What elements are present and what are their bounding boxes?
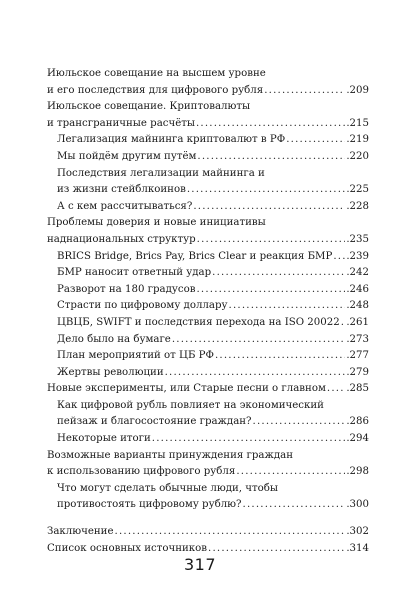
- dot-leader: [236, 464, 345, 481]
- toc-entry-last-line: [57, 431, 369, 448]
- toc-entry-last-line: [57, 315, 369, 332]
- toc-entry-title-line: из жизни стейблкоинов: [57, 184, 186, 196]
- dot-leader: [152, 431, 346, 448]
- toc-entry-title-line: Легализация майнинга криптовалют в РФ: [57, 134, 286, 146]
- toc-entry-title-line: Дело было на бумаге: [57, 333, 171, 345]
- page-number: 317: [183, 555, 217, 574]
- toc-page-number: .248: [346, 300, 369, 312]
- toc-page-number: .277: [346, 350, 369, 362]
- toc-page-number: .261: [346, 316, 369, 328]
- toc-page-number: .246: [346, 283, 369, 295]
- dot-leader: [172, 332, 345, 349]
- toc-entry-last-line: [57, 132, 369, 149]
- toc-entry[interactable]: [47, 149, 369, 166]
- dot-leader: [215, 348, 345, 365]
- toc-entry-title-line: Июльское совещание. Криптовалюты: [47, 101, 251, 113]
- toc-entry[interactable]: [47, 381, 369, 398]
- toc-page-number: .286: [346, 416, 369, 428]
- toc-entry-last-line: [57, 298, 369, 315]
- toc-entry-title-line: А с кем рассчитываться?: [57, 200, 193, 212]
- toc-page-number: .239: [346, 250, 369, 262]
- dot-leader: [212, 265, 345, 282]
- toc-entry-title-line: Возможные варианты принуждения граждан: [47, 449, 293, 461]
- dot-leader: [196, 282, 345, 299]
- dot-leader: [197, 232, 346, 249]
- toc-entry-title-line: Последствия легализации майнинга и: [57, 167, 265, 179]
- toc-entry-title-line: Заключение: [47, 526, 114, 538]
- toc-entry-title-line: Июльское совещание на высшем уровне: [47, 68, 266, 79]
- toc-entry[interactable]: [47, 524, 369, 541]
- toc-entry-last-line: [47, 381, 369, 398]
- toc-entry[interactable]: [47, 431, 369, 448]
- toc-entry[interactable]: [47, 332, 369, 349]
- toc-entry[interactable]: [47, 215, 369, 248]
- toc-entry-title-line: БМР наносит ответный удар: [57, 267, 212, 279]
- toc-entry[interactable]: [47, 166, 369, 199]
- dot-leader: [243, 497, 346, 514]
- toc-page-number: .294: [346, 433, 369, 445]
- toc-page-number: .219: [346, 134, 369, 146]
- toc-entry-last-line: [47, 464, 369, 481]
- toc-entry[interactable]: [47, 282, 369, 299]
- toc-entry[interactable]: [47, 348, 369, 365]
- dot-leader: [196, 116, 345, 133]
- toc-entry-title-line: наднациональных структур: [47, 233, 196, 245]
- toc-entry-title-line: Что могут сделать обычные люди, чтобы: [57, 482, 279, 494]
- toc-entry-last-line: [47, 83, 369, 100]
- dot-leader: [193, 199, 345, 216]
- toc-page-number: .215: [346, 117, 369, 129]
- toc-entry-title-line: Проблемы доверия и новые инициативы: [47, 217, 266, 229]
- toc-entry-title-line: Разворот на 180 градусов: [57, 283, 196, 295]
- toc-entry-last-line: [57, 265, 369, 282]
- toc-entry[interactable]: [47, 265, 369, 282]
- dot-leader: [333, 249, 345, 266]
- toc-entry-title-line: План мероприятий от ЦБ РФ: [57, 350, 214, 362]
- toc-entry-last-line: [57, 182, 369, 199]
- toc-entry-last-line: [57, 332, 369, 349]
- toc-entry-title-line: и его последствия для цифрового рубля: [47, 84, 264, 96]
- toc-page-number: .228: [346, 200, 369, 212]
- toc-entry[interactable]: [47, 132, 369, 149]
- toc-page-number: .285: [346, 383, 369, 395]
- toc-entry-last-line: [57, 348, 369, 365]
- toc-entry[interactable]: [47, 398, 369, 431]
- toc-entry-last-line: [57, 199, 369, 216]
- toc-entry-last-line: [57, 414, 369, 431]
- dot-leader: [165, 365, 346, 382]
- dot-leader: [327, 381, 345, 398]
- toc-page-number: .300: [346, 499, 369, 511]
- dot-leader: [197, 149, 345, 166]
- toc-entry-title-line: к использованию цифрового рубля: [47, 466, 236, 478]
- toc-entry[interactable]: [47, 249, 369, 266]
- toc-entry-last-line: [57, 365, 369, 382]
- toc-page-number: .220: [346, 150, 369, 162]
- toc-entry-title-line: Мы пойдём другим путём: [57, 150, 197, 162]
- toc-entry-title-line: Страсти по цифровому доллару: [57, 300, 228, 312]
- toc-entry-last-line: [57, 282, 369, 299]
- toc-page-number: .314: [346, 542, 369, 554]
- toc-entry-title-line: противостоять цифровому рублю?: [57, 499, 242, 511]
- toc-gap: [47, 514, 369, 524]
- toc-page-number: .298: [346, 466, 369, 478]
- toc-entry[interactable]: [47, 315, 369, 332]
- toc-entry-title-line: Как цифровой рубль повлияет на экономический: [57, 399, 324, 411]
- toc-page-number: .209: [346, 84, 369, 96]
- toc-page-number: .235: [346, 233, 369, 245]
- toc-page-number: .242: [346, 267, 369, 279]
- dot-leader: [253, 414, 346, 431]
- toc-entry-last-line: [47, 524, 369, 541]
- toc-page-number: .302: [346, 526, 369, 538]
- toc-entry[interactable]: [47, 448, 369, 481]
- toc-page-number: .273: [346, 333, 369, 345]
- toc-entry[interactable]: [47, 199, 369, 216]
- dot-leader: [341, 315, 346, 332]
- toc-entry-last-line: [57, 249, 369, 266]
- toc-entry-title-line: ЦВЦБ, SWIFT и последствия перехода на ISO 20022: [57, 316, 340, 328]
- toc-entry[interactable]: [47, 298, 369, 315]
- toc-entry-last-line: [57, 149, 369, 166]
- toc-entry[interactable]: [47, 365, 369, 382]
- toc-entry-last-line: [47, 232, 369, 249]
- dot-leader: [229, 298, 346, 315]
- dot-leader: [264, 83, 345, 100]
- toc-entry-title-line: Список основных источников: [47, 542, 208, 554]
- toc-entry-title-line: Жертвы революции: [57, 366, 164, 378]
- toc-entry-last-line: [47, 116, 369, 133]
- toc-entry-title-line: Некоторые итоги: [57, 433, 151, 445]
- toc-entry-title-line: и трансграничные расчёты: [47, 117, 195, 129]
- toc-entry-title-line: Новые эксперименты, или Старые песни о главном: [47, 383, 326, 395]
- dot-leader: [286, 132, 345, 149]
- toc-entry[interactable]: [47, 66, 369, 99]
- toc-page-number: .225: [346, 184, 369, 196]
- dot-leader: [187, 182, 345, 199]
- toc-entry-last-line: [57, 497, 369, 514]
- toc-entry[interactable]: [47, 481, 369, 514]
- toc-entry-title-line: BRICS Bridge, Brics Pay, Brics Clear и реакция БМР: [57, 250, 333, 262]
- dot-leader: [115, 524, 346, 541]
- toc-page-number: .279: [346, 366, 369, 378]
- toc-entry-title-line: пейзаж и благосостояние граждан?: [57, 416, 252, 428]
- toc-entry[interactable]: [47, 99, 369, 132]
- table-of-contents: [47, 66, 369, 557]
